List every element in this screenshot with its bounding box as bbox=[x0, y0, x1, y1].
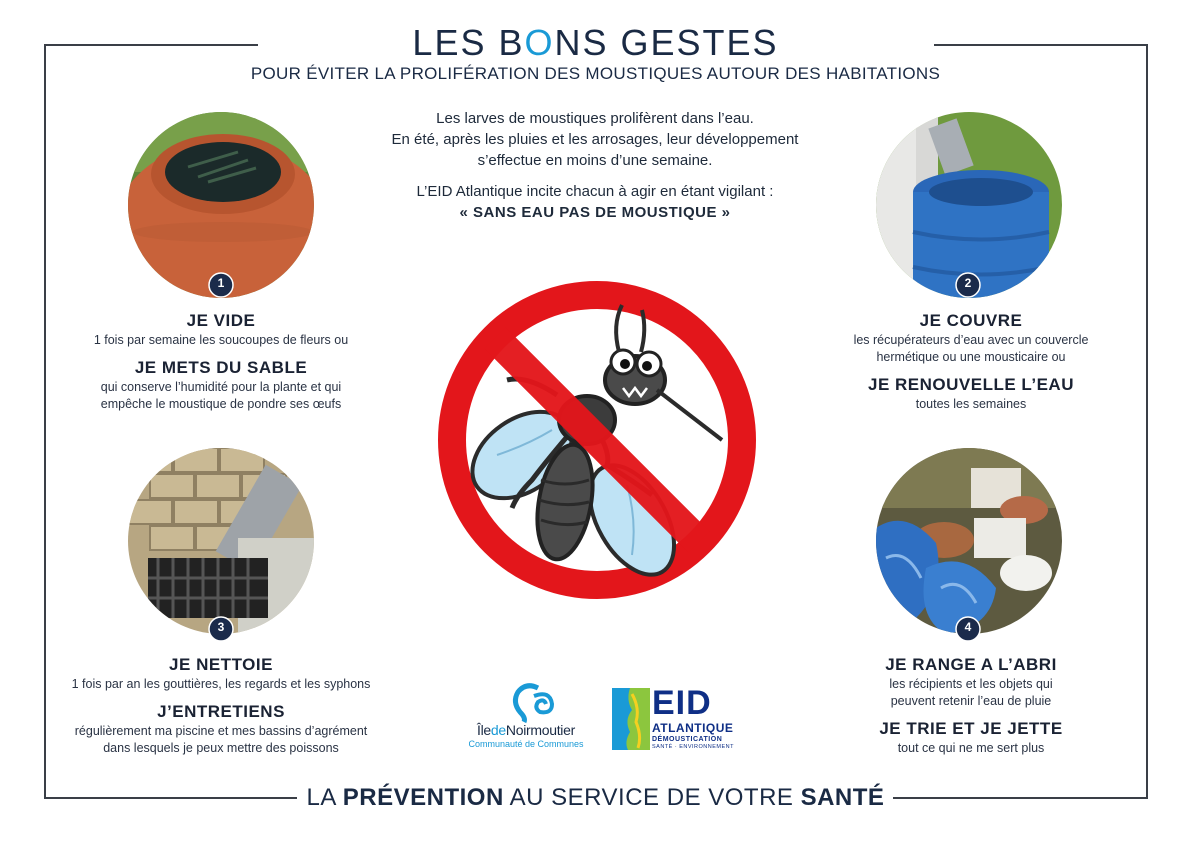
step-4-badge: 4 bbox=[955, 616, 981, 642]
noirmoutier-logo: ÎledeNoirmoutier Communauté de Communes bbox=[466, 676, 586, 754]
step-2-heading: JE COUVRE bbox=[919, 311, 1023, 330]
photo-water-barrel bbox=[876, 112, 1062, 298]
eid-atlantique-logo: EID ATLANTIQUE DÉMOUSTICATION SANTÉ · ENVIRONNEMENT bbox=[612, 688, 742, 750]
title-highlight-letter: O bbox=[524, 22, 555, 63]
step-1-text: JE VIDE 1 fois par semaine les soucoupes de fleurs ou JE METS DU SABLE qui conserve l’humidité pour la plante et qui empêche le moustique de pondre ses œufs bbox=[60, 310, 382, 413]
step-4-heading-2: JE TRIE ET JE JETTE bbox=[879, 719, 1063, 738]
page-subtitle: POUR ÉVITER LA PROLIFÉRATION DES MOUSTIQUES AUTOUR DES HABITATIONS bbox=[250, 64, 941, 83]
slogan: « SANS EAU PAS DE MOUSTIQUE » bbox=[459, 204, 731, 221]
step-3-heading: JE NETTOIE bbox=[169, 655, 273, 674]
frame-left-line bbox=[44, 44, 46, 799]
step-1-badge: 1 bbox=[208, 272, 234, 298]
step-4-text: JE RANGE A L’ABRI les récipients et les objets qui peuvent retenir l’eau de pluie JE TRIE ET JE JETTE tout ce qui ne me sert plus bbox=[810, 654, 1132, 757]
step-2-heading-2: JE RENOUVELLE L’EAU bbox=[868, 375, 1074, 394]
footer-slogan: LA PRÉVENTION AU SERVICE DE VOTRE SANTÉ bbox=[306, 784, 885, 811]
frame-right-line bbox=[1146, 44, 1148, 799]
step-1-heading: JE VIDE bbox=[186, 311, 256, 330]
photo-flower-pot bbox=[128, 112, 314, 298]
step-3-heading-2: J’ENTRETIENS bbox=[157, 702, 285, 721]
page-title: LES BONS GESTES bbox=[412, 22, 779, 63]
step-1-heading-2: JE METS DU SABLE bbox=[134, 358, 308, 377]
step-2-text: JE COUVRE les récupérateurs d’eau avec un couvercle hermétique ou une mousticaire ou JE RENOUVELLE L’EAU toutes les semaines bbox=[810, 310, 1132, 413]
photo-drain-gutter bbox=[128, 448, 314, 634]
intro-text: Les larves de moustiques prolifèrent dans l’eau. En été, après les pluies et les arrosages, leur développement s’effectue en moins d’une semaine. L’EID Atlantique incite chacun à agir en étant vigilant : « SANS EAU PAS DE MOUSTIQUE » bbox=[391, 110, 799, 221]
no-mosquito-sign bbox=[437, 280, 757, 600]
step-2-badge: 2 bbox=[955, 272, 981, 298]
step-3-badge: 3 bbox=[208, 616, 234, 642]
step-3-text: JE NETTOIE 1 fois par an les gouttières, les regards et les syphons J’ENTRETIENS régulièrement ma piscine et mes bassins d’agrément dans lesquels je peux mettre des poissons bbox=[52, 654, 390, 757]
photo-stored-containers bbox=[876, 448, 1062, 634]
step-4-heading: JE RANGE A L’ABRI bbox=[885, 655, 1057, 674]
